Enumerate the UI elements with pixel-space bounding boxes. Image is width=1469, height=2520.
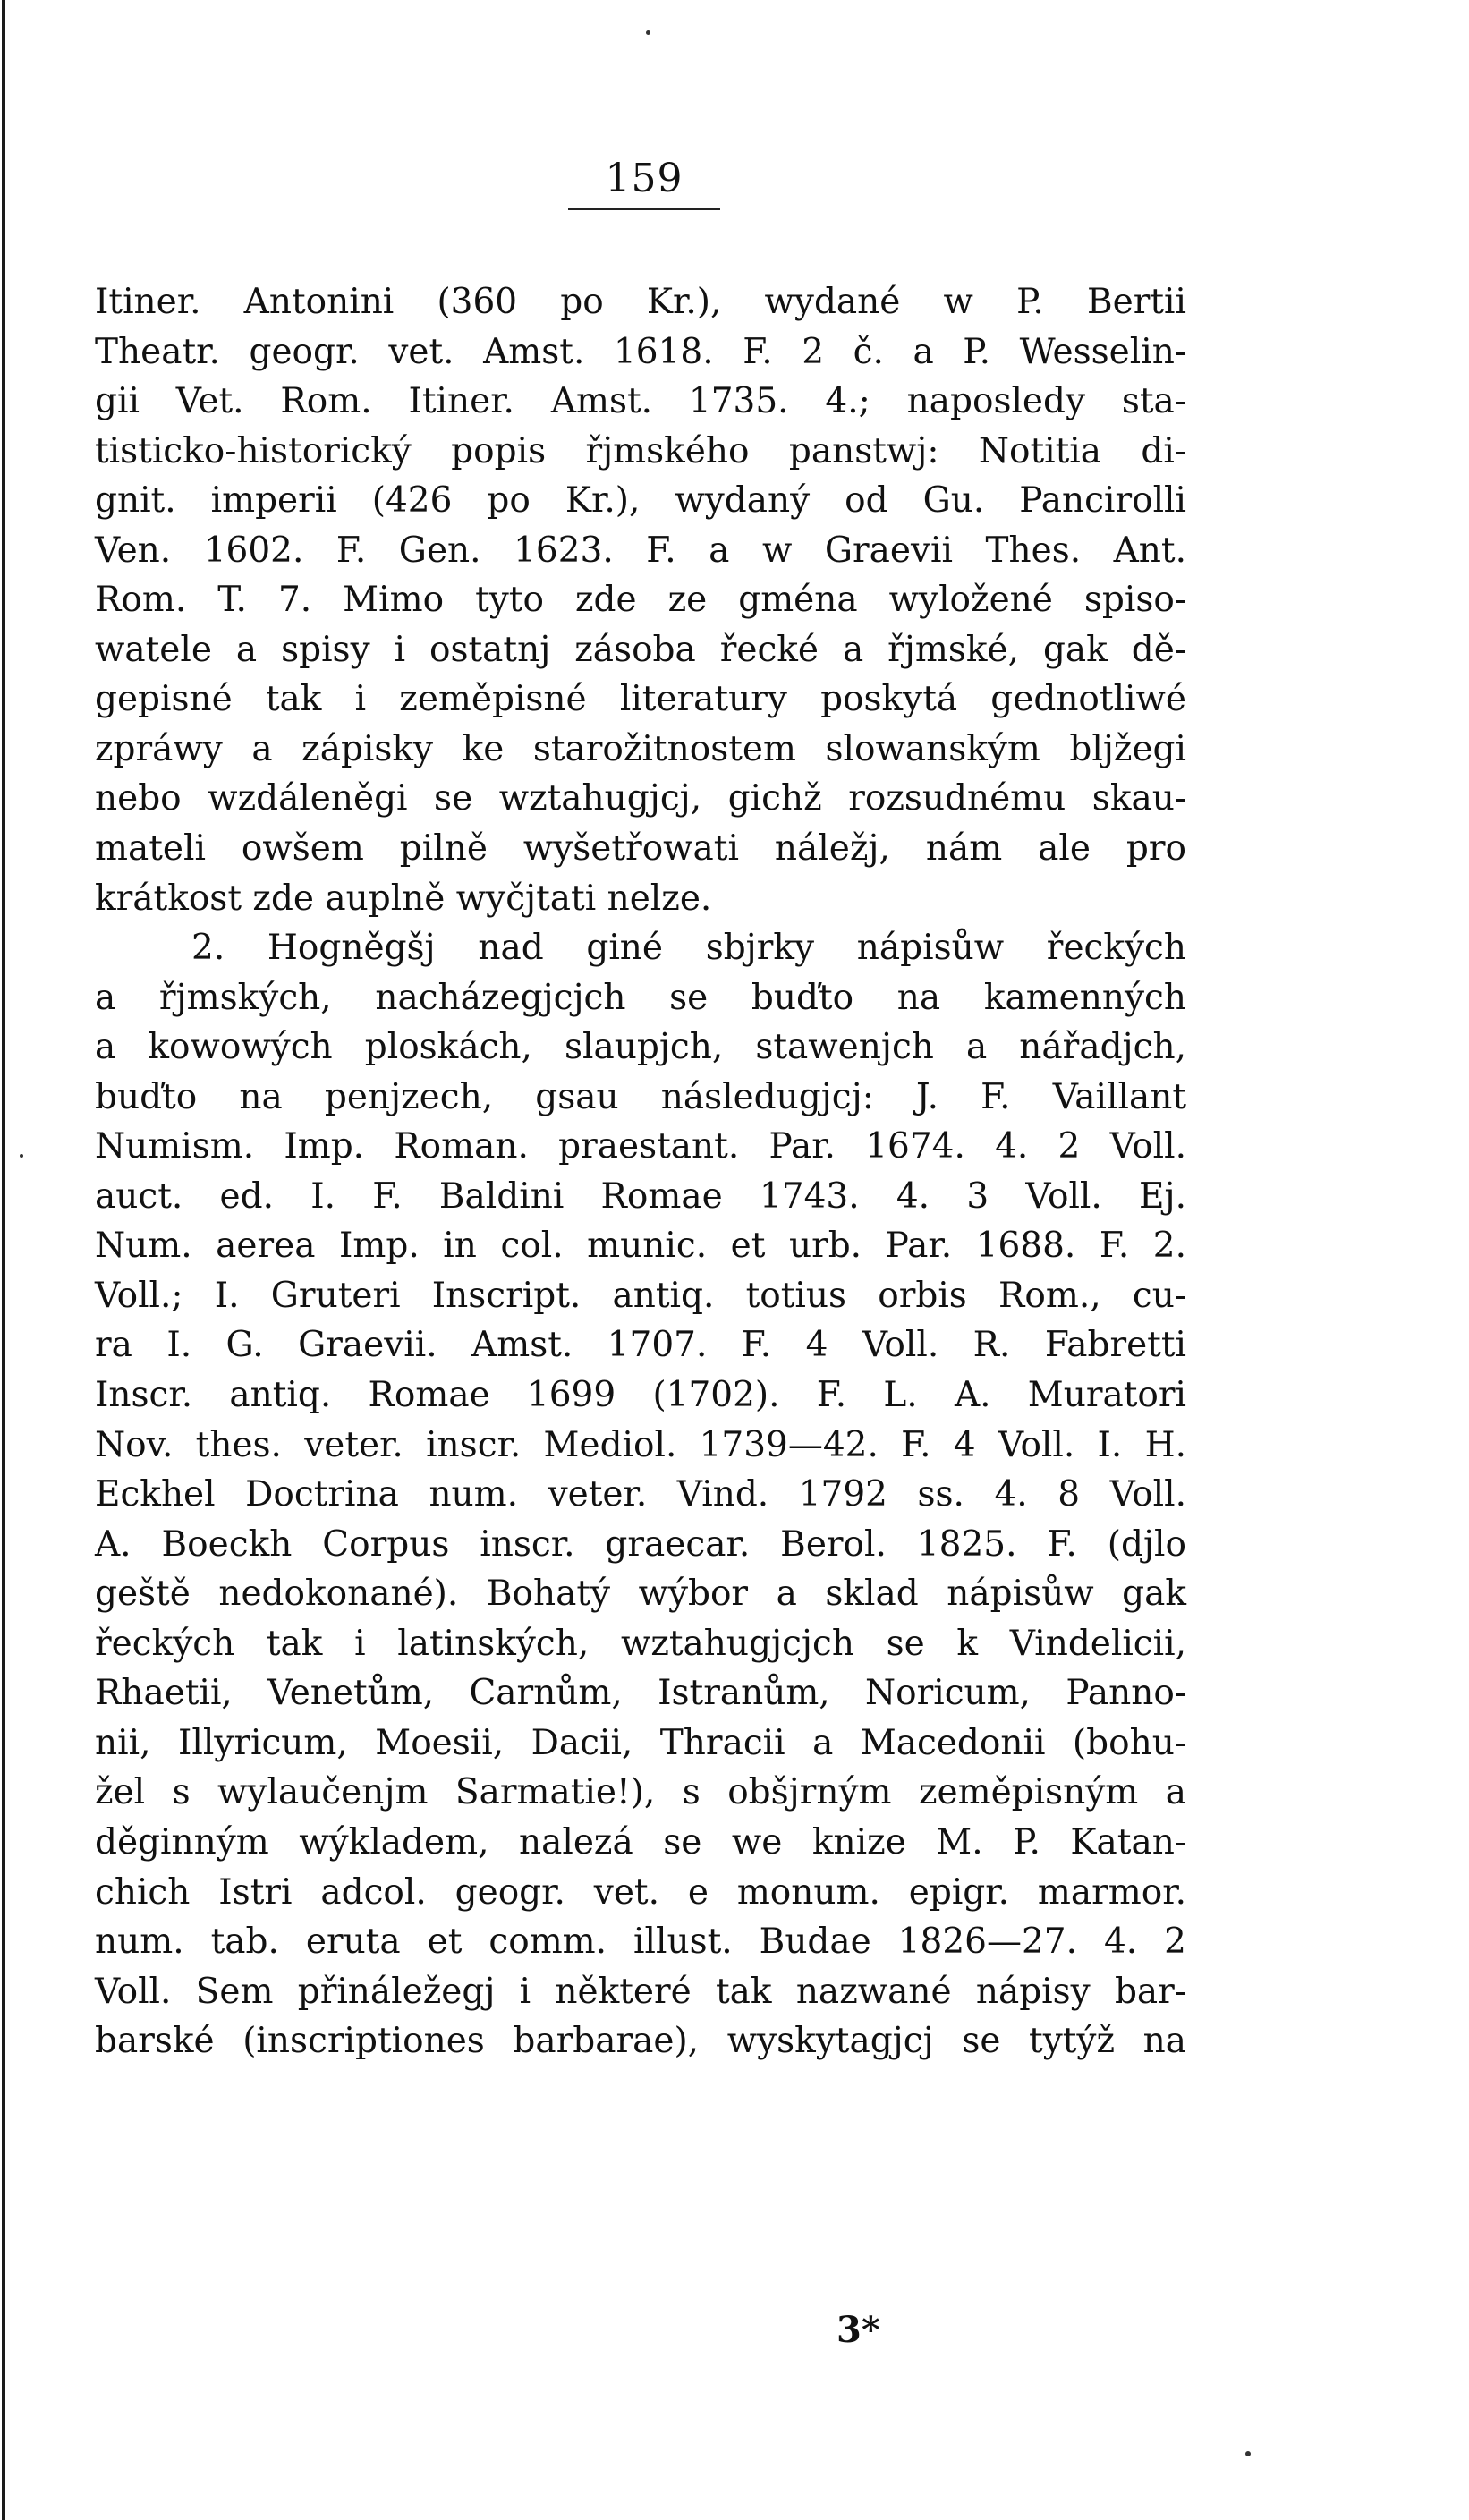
text-line: Num. aerea Imp. in col. munic. et urb. Par. 1688. F. 2.: [95, 1226, 1186, 1267]
text-line: gnit. imperii (426 po Kr.), wydaný od Gu. Pancirolli: [95, 480, 1186, 522]
text-line: watele a spisy i ostatnj zásoba řecké a řjmské, gak dě-: [95, 629, 1186, 670]
paragraph-start-line: 2. Hogněgšj nad giné sbjrky nápisůw řeckých: [191, 928, 1186, 969]
text-line: Ven. 1602. F. Gen. 1623. F. a w Graevii Thes. Ant.: [95, 530, 1186, 571]
header-rule: [568, 208, 720, 210]
text-line: num. tab. eruta et comm. illust. Budae 1826—27. 4. 2: [95, 1922, 1186, 1963]
text-line: řeckých tak i latinských, wztahugjcjch se k Vindelicii,: [95, 1623, 1186, 1664]
print-speck: [1245, 2451, 1251, 2456]
text-line: ra I. G. Graevii. Amst. 1707. F. 4 Voll. R. Fabretti: [95, 1325, 1186, 1366]
text-line: gii Vet. Rom. Itiner. Amst. 1735. 4.; naposledy sta-: [95, 381, 1186, 422]
text-line: Theatr. geogr. vet. Amst. 1618. F. 2 č. a P. Wesselin-: [95, 331, 1186, 372]
page-edge-border: [2, 0, 5, 2520]
text-line: geště nedokonané). Bohatý wýbor a sklad nápisůw gak: [95, 1574, 1186, 1615]
text-line: Itiner. Antonini (360 po Kr.), wydané w P. Bertii: [95, 282, 1186, 322]
print-speck: [20, 1154, 23, 1158]
text-line: Rom. T. 7. Mimo tyto zde ze gména wyložené spiso-: [95, 580, 1186, 621]
text-line: auct. ed. I. F. Baldini Romae 1743. 4. 3 Voll. Ej.: [95, 1175, 1186, 1217]
text-line: Voll.; I. Gruteri Inscript. antiq. totius orbis Rom., cu-: [95, 1275, 1186, 1316]
text-line: Nov. thes. veter. inscr. Mediol. 1739—42. F. 4 Voll. I. H.: [95, 1424, 1186, 1465]
text-line: Eckhel Doctrina num. veter. Vind. 1792 ss. 4. 8 Voll.: [95, 1474, 1186, 1515]
body-text: [95, 277, 1186, 2066]
text-line: A. Boeckh Corpus inscr. graecar. Berol. 1825. F. (djlo: [95, 1523, 1186, 1565]
text-line: nebo wzdáleněgi se wztahugjcj, gichž rozsudnému skau-: [95, 778, 1186, 819]
print-speck: [646, 30, 650, 35]
text-line: zpráwy a zápisky ke starožitnostem slowanským bljžegi: [95, 728, 1186, 769]
paragraph-end-line: krátkost zde auplně wyčjtati nelze.: [95, 878, 712, 919]
text-line: nii, Illyricum, Moesii, Dacii, Thracii a Macedonii (bohu-: [95, 1722, 1186, 1763]
text-line: Voll. Sem přináležegj i některé tak nazwané nápisy bar-: [95, 1971, 1186, 2012]
text-line: tisticko-historický popis řjmského panstwj: Notitia di-: [95, 430, 1186, 471]
text-line: barské (inscriptiones barbarae), wyskytagjcj se tytýž na: [95, 2021, 1186, 2062]
signature-mark: 3*: [836, 2309, 880, 2351]
text-line: děginným wýkladem, nalezá se we knize M. P. Katan-: [95, 1821, 1186, 1862]
text-line: Inscr. antiq. Romae 1699 (1702). F. L. A. Muratori: [95, 1375, 1186, 1416]
text-line: žel s wylaučenjm Sarmatie!), s obšjrným zeměpisným a: [95, 1772, 1186, 1813]
page-number: 159: [605, 156, 684, 201]
text-line: buďto na penjzech, gsau následugjcj: J. F. Vaillant: [95, 1076, 1186, 1117]
text-line: chich Istri adcol. geogr. vet. e monum. epigr. marmor.: [95, 1871, 1186, 1913]
text-line: gepisné tak i zeměpisné literatury poskytá gednotliwé: [95, 679, 1186, 720]
text-line: mateli owšem pilně wyšetřowati náležj, nám ale pro: [95, 828, 1186, 870]
text-line: a kowowých ploskách, slaupjch, stawenjch a nářadjch,: [95, 1027, 1186, 1068]
text-line: Rhaetii, Venetům, Carnům, Istranům, Noricum, Panno-: [95, 1673, 1186, 1714]
text-line: Numism. Imp. Roman. praestant. Par. 1674. 4. 2 Voll.: [95, 1126, 1186, 1167]
text-line: a řjmských, nacházegjcjch se buďto na kamenných: [95, 977, 1186, 1018]
